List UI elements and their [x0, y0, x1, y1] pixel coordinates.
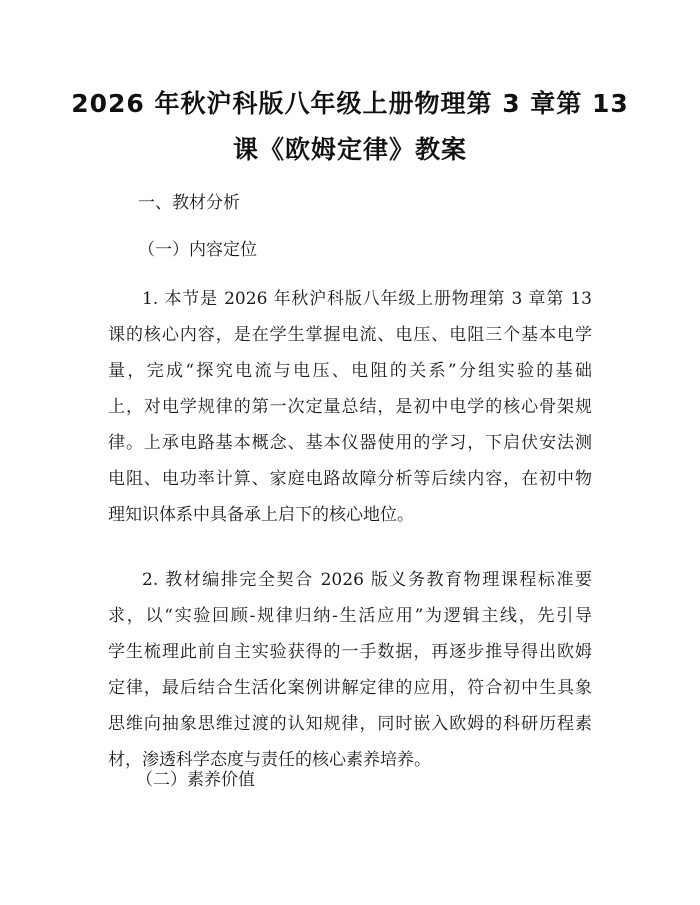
document-title-line-2: 课《欧姆定律》教案 [232, 135, 467, 164]
paragraph-line: 思维向抽象思维过渡的认知规律，同时嵌入欧姆的科研历程素 [108, 714, 592, 734]
paragraph-line: 理知识体系中具备承上启下的核心地位。 [108, 505, 414, 525]
paragraph-line: 材，渗透科学态度与责任的核心素养培养。 [108, 750, 431, 770]
document-title-line-1: 2026 年秋沪科版八年级上册物理第 3 章第 13 [71, 89, 629, 118]
paragraph-line: 定律，最后结合生活化案例讲解定律的应用，符合初中生具象 [108, 678, 592, 698]
paragraph-line: 上，对电学规律的第一次定量总结，是初中电学的核心骨架规 [108, 397, 592, 417]
paragraph-line: 律。上承电路基本概念、基本仪器使用的学习，下启伏安法测 [108, 433, 592, 453]
paragraph-line: 电阻、电功率计算、家庭电路故障分析等后续内容，在初中物 [108, 469, 592, 489]
paragraph-line: 量，完成“探究电流与电压、电阻的关系”分组实验的基础 [108, 361, 592, 381]
subsection-heading-content-positioning: （一）内容定位 [138, 240, 257, 260]
paragraph-line: 学生梳理此前自主实验获得的一手数据，再逐步推导得出欧姆 [108, 642, 592, 662]
paragraph-line: 2. 教材编排完全契合 2026 版义务教育物理课程标准要 [142, 570, 592, 590]
paragraph-content-positioning [108, 281, 592, 533]
paragraph-textbook-arrangement [108, 562, 592, 778]
section-heading-textbook-analysis: 一、教材分析 [138, 193, 240, 213]
subsection-heading-literacy-value: （二）素养价值 [136, 770, 255, 790]
paragraph-line: 求，以“实验回顾-规律归纳-生活应用”为逻辑主线，先引导 [108, 606, 592, 626]
paragraph-line: 1. 本节是 2026 年秋沪科版八年级上册物理第 3 章第 13 [142, 289, 592, 309]
paragraph-line: 课的核心内容，是在学生掌握电流、电压、电阻三个基本电学 [108, 325, 592, 345]
